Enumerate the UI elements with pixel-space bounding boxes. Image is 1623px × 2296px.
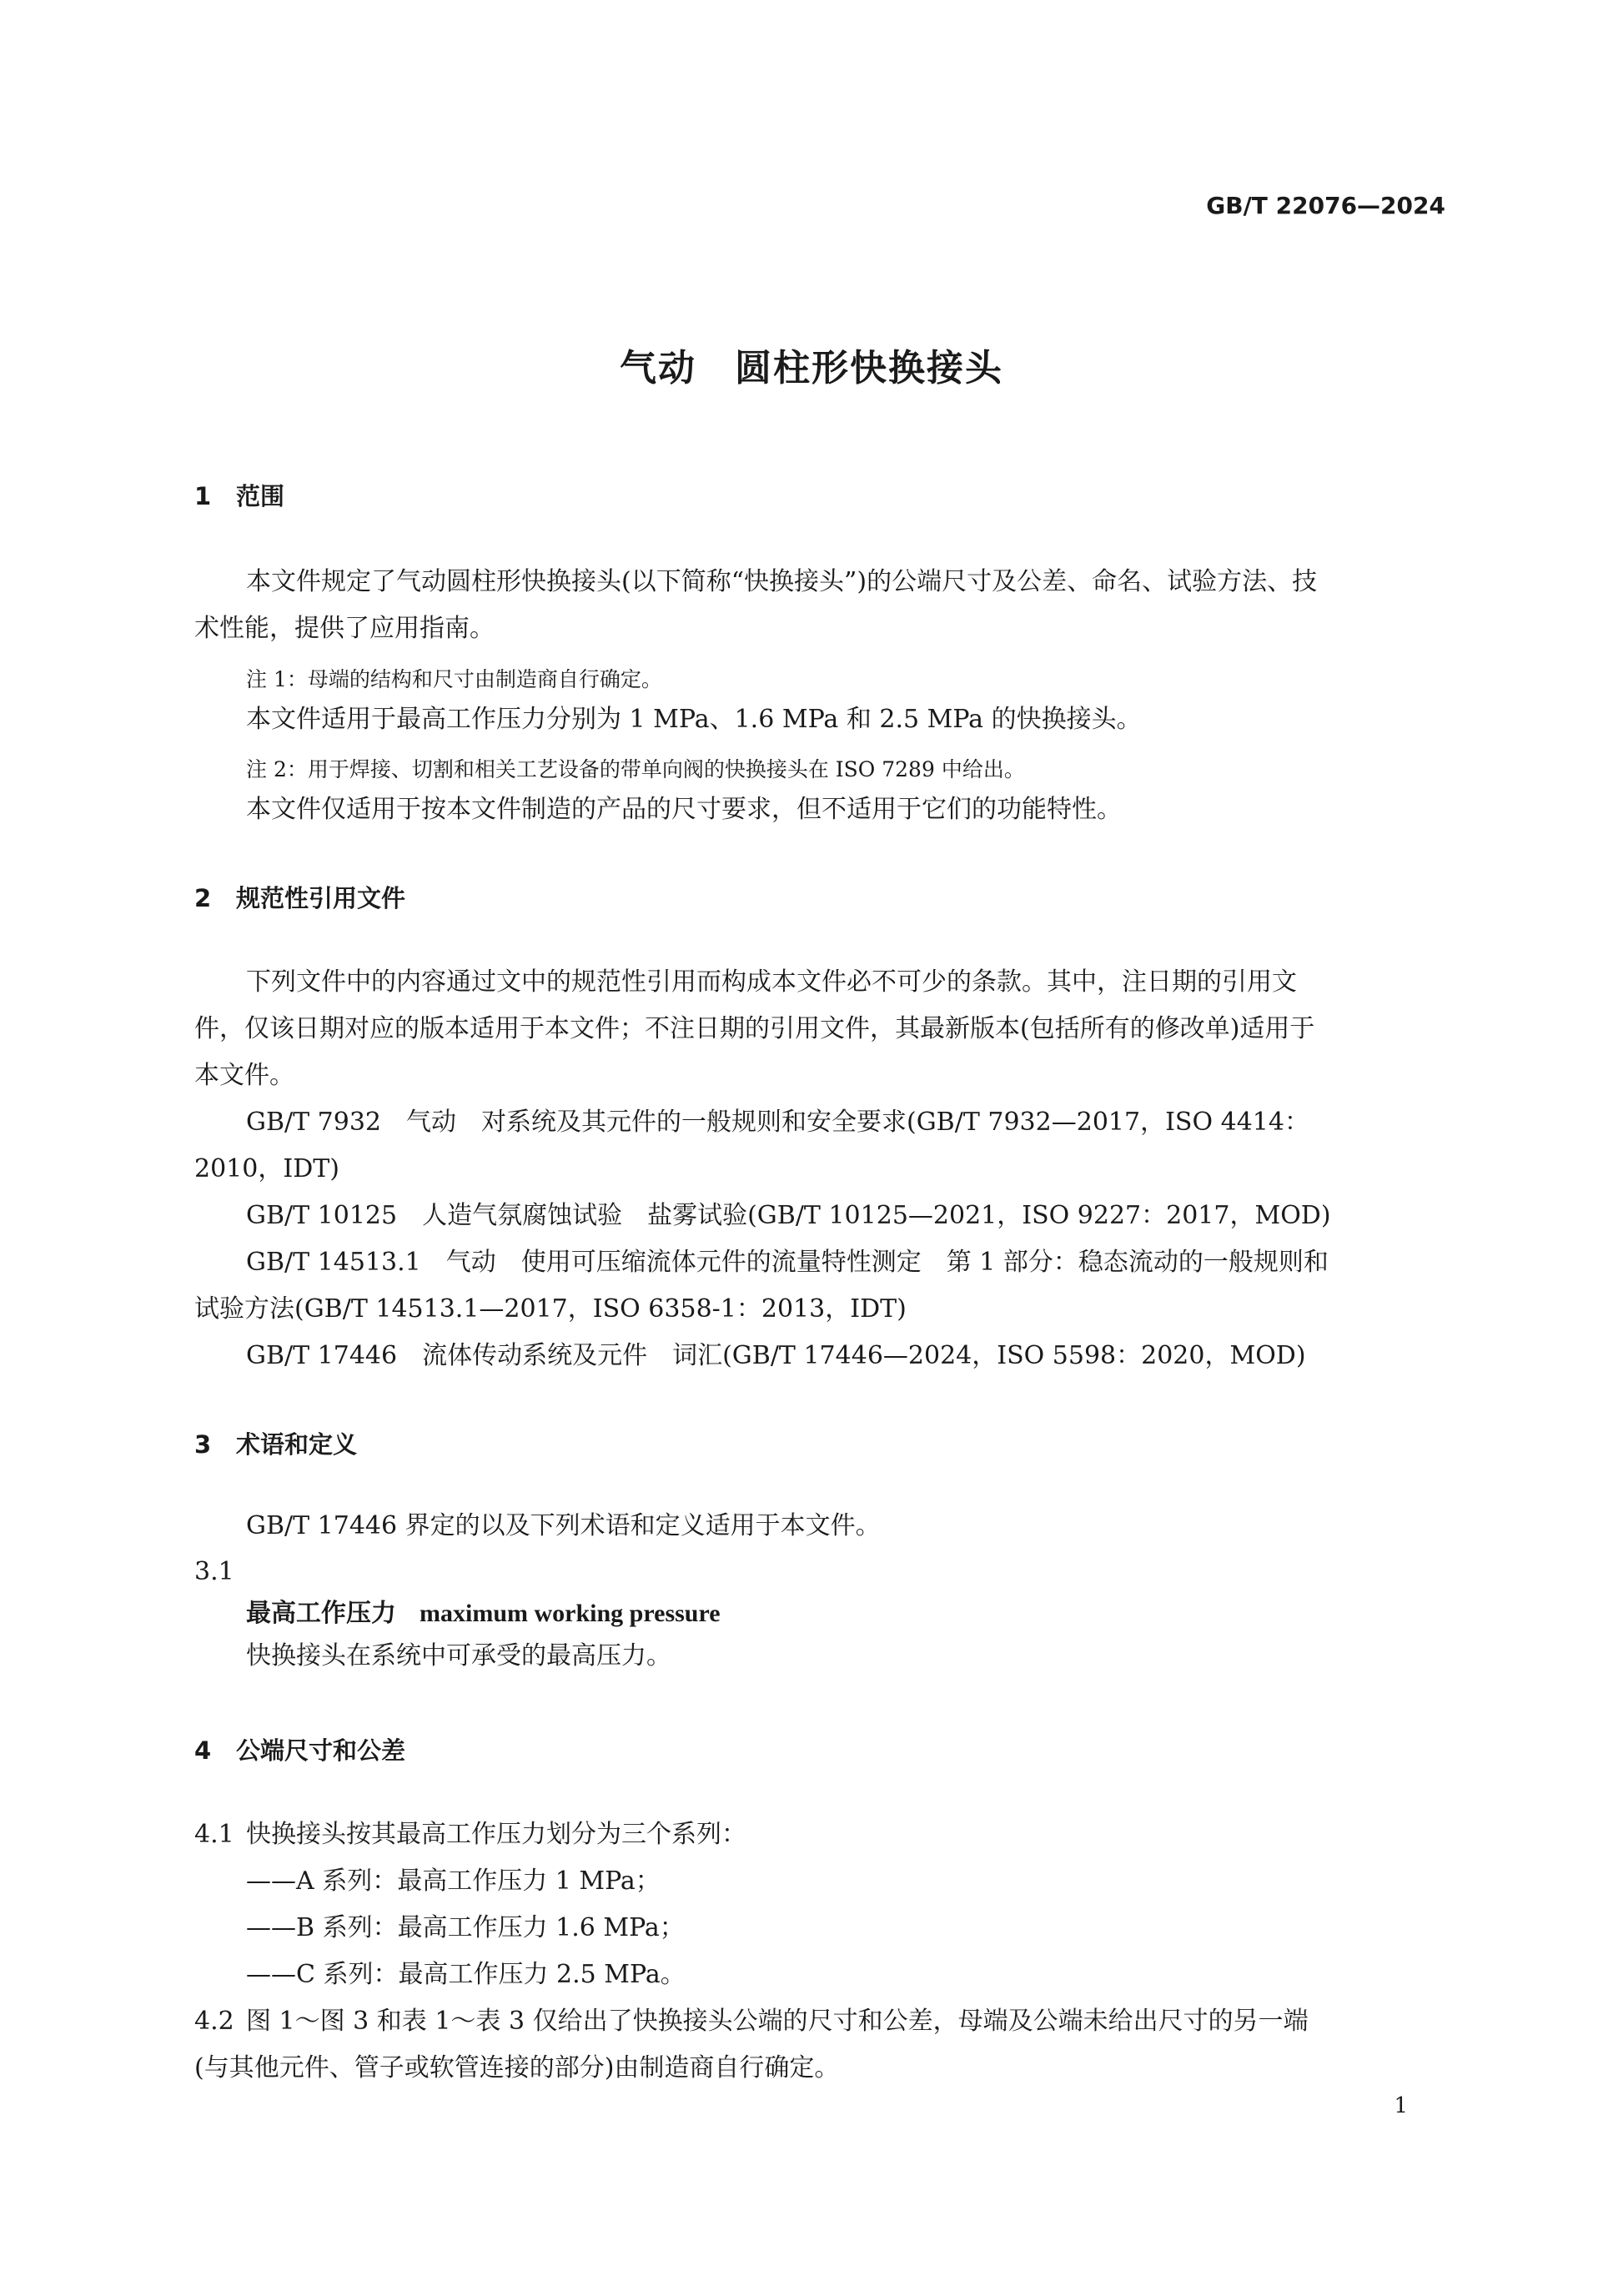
section-1-paragraph-line: 本文件规定了气动圆柱形快换接头(以下简称“快换接头”)的公端尺寸及公差、命名、试验方法、技 — [246, 567, 1318, 596]
section-1-paragraph: 本文件仅适用于按本文件制造的产品的尺寸要求，但不适用于它们的功能特性。 — [246, 795, 1122, 824]
note-1: 注 1：母端的结构和尺寸由制造商自行确定。 — [246, 667, 662, 691]
section-1-heading: 1 范围 — [194, 482, 285, 510]
document-title: 气动 圆柱形快换接头 — [620, 347, 1003, 389]
list-item-series-c: ——C 系列：最高工作压力 2.5 MPa。 — [246, 1960, 686, 1989]
reference-gb-t-17446: GB/T 17446 流体传动系统及元件 词汇(GB/T 17446—2024，ISO 5598：2020，MOD) — [246, 1341, 1306, 1370]
page-number: 1 — [1394, 2093, 1408, 2118]
section-2-paragraph-line: 本文件。 — [194, 1061, 294, 1090]
section-2-paragraph-line: 下列文件中的内容通过文中的规范性引用而构成本文件必不可少的条款。其中，注日期的引用文 — [246, 967, 1297, 997]
section-1-paragraph: 本文件适用于最高工作压力分别为 1 MPa、1.6 MPa 和 2.5 MPa 的快换接头。 — [246, 705, 1142, 734]
section-4-heading: 4 公端尺寸和公差 — [194, 1736, 406, 1765]
list-item-series-a: ——A 系列：最高工作压力 1 MPa； — [246, 1866, 661, 1896]
term-definition: 快换接头在系统中可承受的最高压力。 — [246, 1641, 671, 1671]
clause-4-2-cont: (与其他元件、管子或软管连接的部分)由制造商自行确定。 — [194, 2053, 840, 2082]
list-item-series-b: ——B 系列：最高工作压力 1.6 MPa； — [246, 1913, 685, 1942]
term-heading: 最高工作压力 maximum working pressure — [246, 1599, 721, 1628]
section-2-heading: 2 规范性引用文件 — [194, 884, 406, 912]
section-3-heading: 3 术语和定义 — [194, 1430, 358, 1459]
reference-gb-t-10125: GB/T 10125 人造气氛腐蚀试验 盐雾试验(GB/T 10125—2021，ISO 9227：2017，MOD) — [246, 1201, 1331, 1230]
clause-4-1: 4.1 快换接头按其最高工作压力划分为三个系列： — [194, 1820, 746, 1849]
section-2-paragraph-line: 件，仅该日期对应的版本适用于本文件；不注日期的引用文件，其最新版本(包括所有的修改单)适用于 — [194, 1014, 1315, 1043]
standard-code: GB/T 22076—2024 — [1206, 192, 1445, 219]
section-1-paragraph-line: 术性能，提供了应用指南。 — [194, 614, 495, 643]
reference-gb-t-7932: GB/T 7932 气动 对系统及其元件的一般规则和安全要求(GB/T 7932—2017，ISO 4414： — [246, 1108, 1309, 1137]
reference-gb-t-14513-1-cont: 试验方法(GB/T 14513.1—2017，ISO 6358-1：2013，IDT) — [194, 1294, 907, 1324]
reference-gb-t-14513-1: GB/T 14513.1 气动 使用可压缩流体元件的流量特性测定 第 1 部分：稳态流动的一般规则和 — [246, 1248, 1329, 1277]
reference-gb-t-7932-cont: 2010，IDT) — [194, 1154, 339, 1183]
section-3-paragraph: GB/T 17446 界定的以及下列术语和定义适用于本文件。 — [246, 1511, 881, 1540]
note-2: 注 2：用于焊接、切割和相关工艺设备的带单向阀的快换接头在 ISO 7289 中给出。 — [246, 757, 1025, 781]
term-number: 3.1 — [194, 1557, 234, 1586]
clause-4-2: 4.2 图 1～图 3 和表 1～表 3 仅给出了快换接头公端的尺寸和公差，母端及公端未给出尺寸的另一端 — [194, 2007, 1309, 2036]
